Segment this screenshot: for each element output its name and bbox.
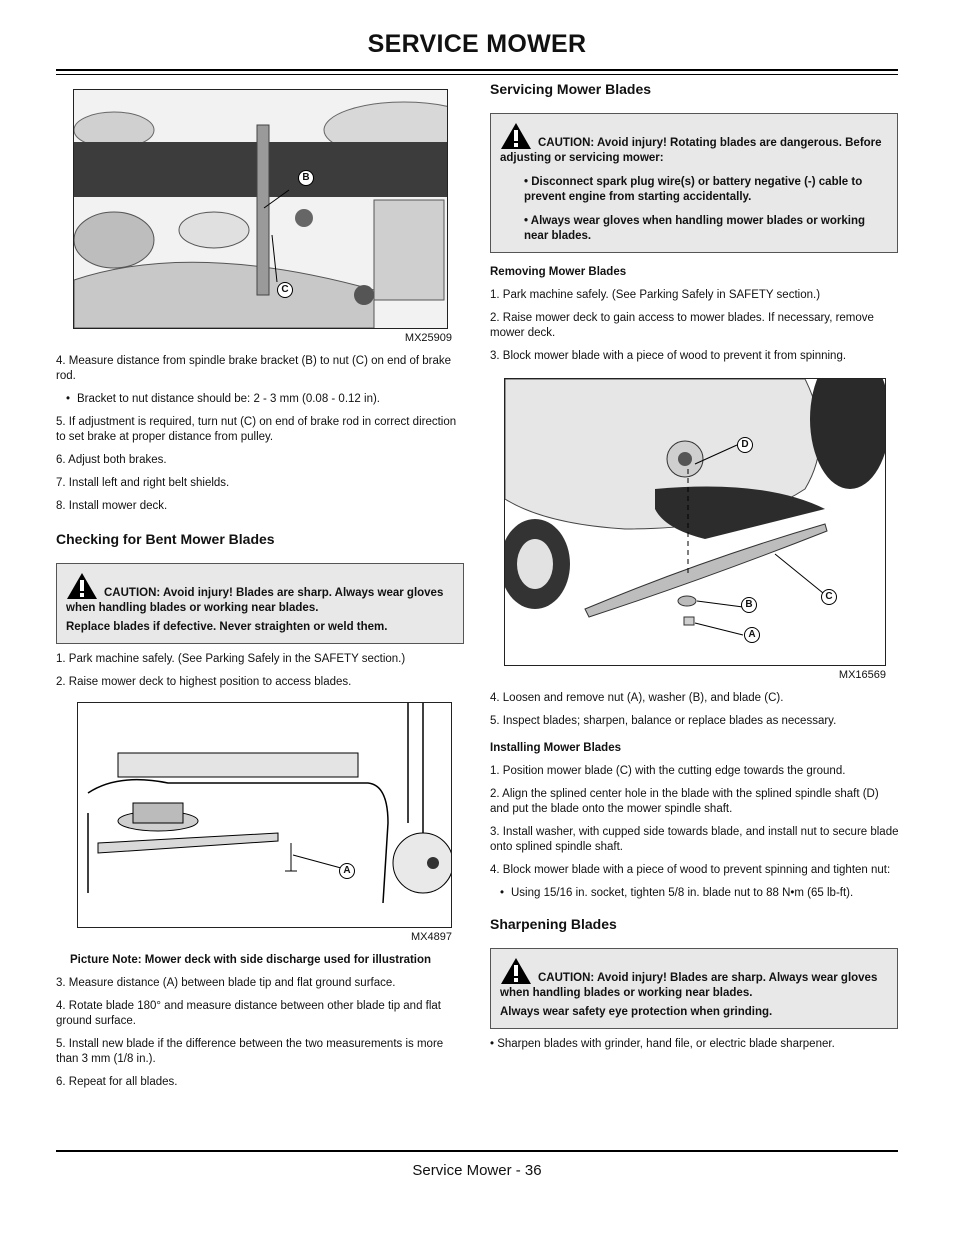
caution-box xyxy=(490,948,898,1029)
step: 2. Raise mower deck to highest position to access blades. xyxy=(56,676,352,688)
callout-b: B xyxy=(741,597,757,613)
blade-illustration xyxy=(505,379,885,665)
section-heading-servicing: Servicing Mower Blades xyxy=(490,81,652,97)
caution-box xyxy=(56,563,464,644)
callout-b: B xyxy=(298,170,314,186)
step: 4. Rotate blade 180° and measure distance between other blade tip and flat ground surface. xyxy=(56,1000,442,1027)
step: 8. Install mower deck. xyxy=(56,500,168,512)
figure-caption: MX25909 xyxy=(404,332,452,344)
step-bullet: • Bracket to nut distance should be: 2 - 3 mm (0.08 - 0.12 in). xyxy=(56,392,466,407)
caution-box xyxy=(490,113,898,253)
caution-bullet: • Always wear gloves when handling mower blades or working near blades. xyxy=(524,215,866,242)
section-heading-bent-blades: Checking for Bent Mower Blades xyxy=(56,531,275,547)
warning-icon xyxy=(500,122,532,150)
deck-illustration xyxy=(78,703,451,927)
sharpen-bullet: • Sharpen blades with grinder, hand file, or electric blade sharpener. xyxy=(490,1038,835,1050)
step: 4. Block mower blade with a piece of wood to prevent spinning and tighten nut: xyxy=(490,864,891,876)
caution-bullet: • Disconnect spark plug wire(s) or battery negative (-) cable to prevent engine from starting accidentally. xyxy=(524,176,863,203)
header-rule xyxy=(56,69,898,75)
figure-caption: MX16569 xyxy=(838,669,886,681)
step: 4. Loosen and remove nut (A), washer (B), and blade (C). xyxy=(490,692,784,704)
callout-c: C xyxy=(821,589,837,605)
warning-icon xyxy=(66,572,98,600)
subheading-removing: Removing Mower Blades xyxy=(490,266,627,278)
figure-caption: MX4897 xyxy=(411,931,452,943)
right-column xyxy=(490,80,900,1060)
step: 5. If adjustment is required, turn nut (C) on end of brake rod in correct direction to set brake at proper distance from pulley. xyxy=(56,416,457,443)
left-column xyxy=(56,80,466,1098)
step: 3. Install washer, with cupped side towards blade, and install nut to secure blade onto splined spindle shaft. xyxy=(490,826,899,853)
caution-text: CAUTION: Avoid injury! Rotating blades are dangerous. Before adjusting or servicing mower: xyxy=(500,137,882,164)
step: 3. Measure distance (A) between blade tip and flat ground surface. xyxy=(56,977,396,989)
step: 5. Inspect blades; sharpen, balance or replace blades as necessary. xyxy=(490,715,837,727)
subheading-installing: Installing Mower Blades xyxy=(490,742,621,754)
caution-text: CAUTION: Avoid injury! Blades are sharp. Always wear gloves when handling blades or working near blades. xyxy=(500,972,878,999)
callout-d: D xyxy=(737,437,753,453)
step: 1. Park machine safely. (See Parking Safely in the SAFETY section.) xyxy=(56,653,406,665)
step: 2. Align the splined center hole in the blade with the splined spindle shaft (D) and put the blade onto the mower spindle shaft. xyxy=(490,788,879,815)
section-heading-sharpening: Sharpening Blades xyxy=(490,916,617,932)
step: 4. Measure distance from spindle brake bracket (B) to nut (C) on end of brake rod. xyxy=(56,355,452,382)
page-footer: Service Mower - 36 xyxy=(412,1162,542,1179)
caution-text: CAUTION: Avoid injury! Blades are sharp. Always wear gloves when handling blades or working near blades. xyxy=(66,587,444,614)
footer-rule xyxy=(56,1150,898,1152)
step: 6. Repeat for all blades. xyxy=(56,1076,178,1088)
step: 6. Adjust both brakes. xyxy=(56,454,167,466)
step: 7. Install left and right belt shields. xyxy=(56,477,230,489)
step: 3. Block mower blade with a piece of wood to prevent it from spinning. xyxy=(490,350,847,362)
step: 1. Position mower blade (C) with the cutting edge towards the ground. xyxy=(490,765,846,777)
callout-a: A xyxy=(339,863,355,879)
step: 1. Park machine safely. (See Parking Safely in SAFETY section.) xyxy=(490,289,821,301)
brake-illustration xyxy=(74,90,447,328)
deck-figure xyxy=(77,702,452,928)
page-title: SERVICE MOWER xyxy=(367,30,587,58)
brake-figure xyxy=(73,89,448,329)
caution-text: Always wear safety eye protection when grinding. xyxy=(500,1006,773,1018)
picture-note: Picture Note: Mower deck with side discharge used for illustration xyxy=(70,954,432,966)
step: 5. Install new blade if the difference between the two measurements is more than 3 mm (1/8 in.). xyxy=(56,1038,444,1065)
blade-figure xyxy=(504,378,886,666)
step: 2. Raise mower deck to gain access to mower blades. If necessary, remove mower deck. xyxy=(490,312,874,339)
caution-text: Replace blades if defective. Never straighten or weld them. xyxy=(66,621,388,633)
warning-icon xyxy=(500,957,532,985)
callout-a: A xyxy=(744,627,760,643)
callout-c: C xyxy=(277,282,293,298)
step-bullet: • Using 15/16 in. socket, tighten 5/8 in. blade nut to 88 N•m (65 lb-ft). xyxy=(490,886,900,901)
